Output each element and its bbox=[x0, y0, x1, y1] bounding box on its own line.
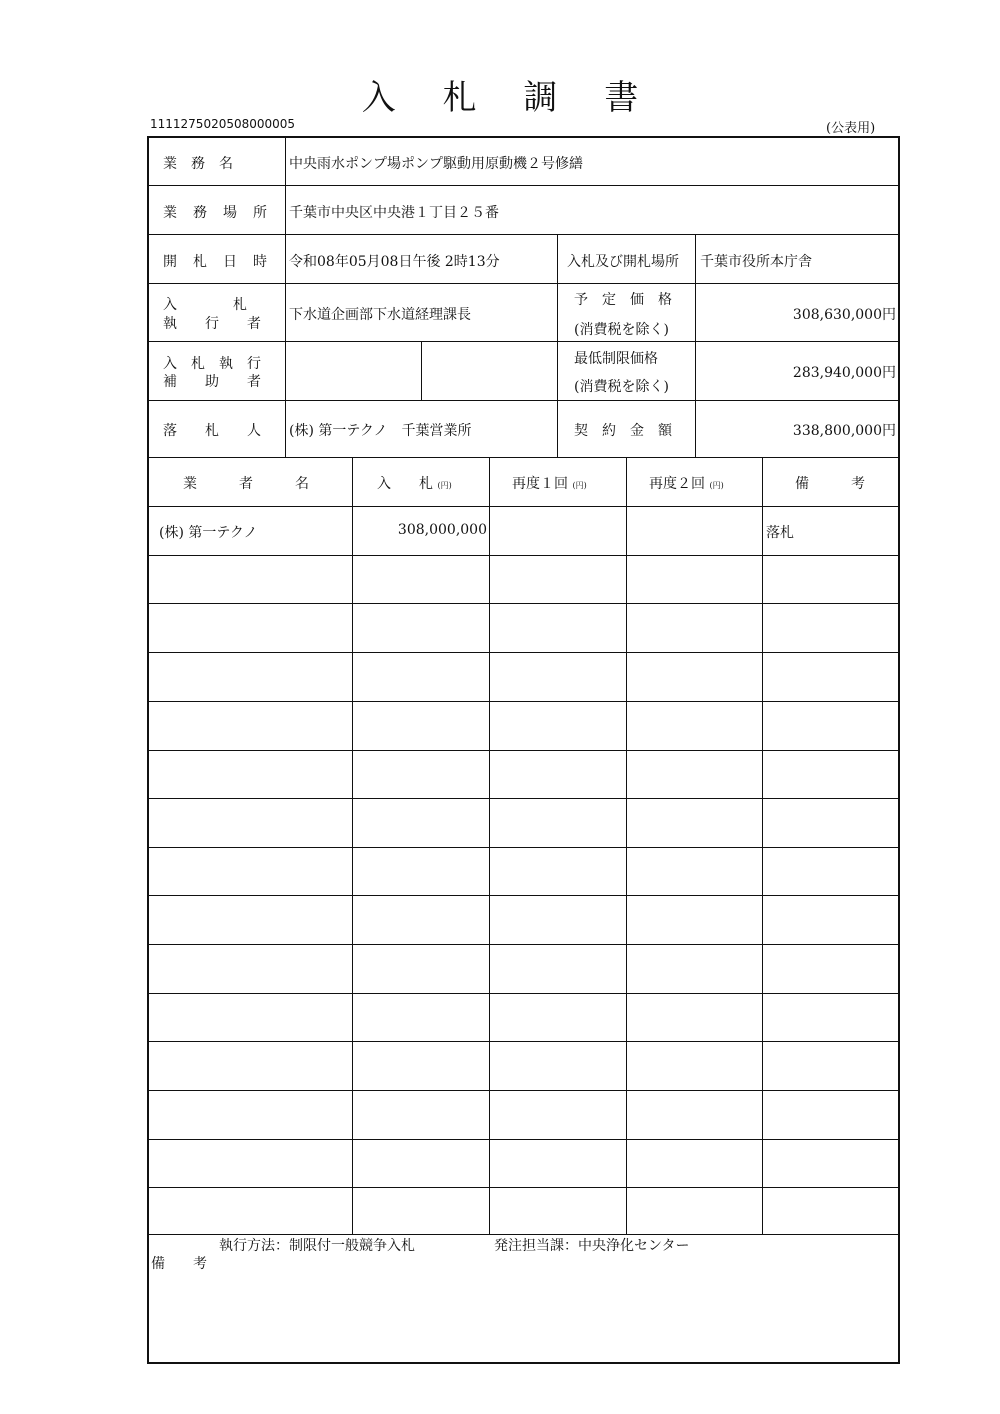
cell-bid: 308,000,000 bbox=[397, 522, 487, 538]
basho-value: 千葉市役所本庁舎 bbox=[700, 254, 812, 270]
document-number: 1111275020508000005 bbox=[150, 117, 296, 131]
footer-remarks-label: 備 考 bbox=[151, 1256, 207, 1272]
shikkosha-value: 下水道企画部下水道経理課長 bbox=[289, 307, 471, 323]
rakusatsu-label: 落 札 人 bbox=[163, 423, 261, 439]
shikkosha-label-line2: 執 行 者 bbox=[163, 316, 261, 332]
title-char: 調 bbox=[523, 78, 558, 118]
header-company: 業 者 名 bbox=[183, 476, 309, 492]
gyomu-basho-value: 千葉市中央区中央港１丁目２５番 bbox=[289, 205, 499, 221]
gyomu-mei-value: 中央雨水ポンプ場ポンプ駆動用原動機２号修繕 bbox=[289, 156, 583, 172]
yotei-label-line1: 予 定 価 格 bbox=[574, 292, 672, 308]
hojo-label-line2: 補 助 者 bbox=[163, 374, 261, 390]
saitei-label-line1: 最低制限価格 bbox=[574, 351, 658, 367]
title-char: 書 bbox=[604, 78, 639, 118]
keiyaku-value: 338,800,000円 bbox=[792, 423, 896, 439]
yotei-label-line2: (消費税を除く) bbox=[574, 322, 669, 338]
header-rebid2-unit: (円) bbox=[709, 481, 724, 490]
saitei-value: 283,940,000円 bbox=[792, 365, 896, 381]
keiyaku-label: 契 約 金 額 bbox=[574, 423, 672, 439]
header-rebid1-unit: (円) bbox=[572, 481, 587, 490]
header-bid: 入 札 (円) bbox=[377, 476, 452, 492]
execution-method: 執行方法：制限付一般競争入札 bbox=[219, 1238, 415, 1254]
page-title bbox=[0, 70, 1000, 119]
gyomu-basho-label: 業 務 場 所 bbox=[163, 205, 268, 221]
header-rebid2: 再度２回 (円) bbox=[649, 476, 724, 492]
basho-label: 入札及び開札場所 bbox=[567, 254, 679, 270]
cell-remarks: 落札 bbox=[766, 525, 794, 541]
gyomu-mei-label: 業 務 名 bbox=[163, 156, 233, 172]
header-bid-unit: (円) bbox=[437, 481, 452, 490]
title-char: 札 bbox=[442, 78, 477, 118]
bid-record-frame bbox=[147, 136, 900, 1364]
saitei-label-line2: (消費税を除く) bbox=[574, 379, 669, 395]
public-label: (公表用) bbox=[826, 121, 876, 136]
rakusatsu-value: (株) 第一テクノ 千葉営業所 bbox=[289, 423, 472, 439]
shikkosha-label-line1: 入 札 bbox=[163, 297, 247, 313]
cell-company: (株) 第一テクノ bbox=[159, 525, 258, 541]
hojo-label-line1: 入 札 執 行 bbox=[163, 356, 261, 372]
yotei-value: 308,630,000円 bbox=[792, 307, 896, 323]
kaisatsu-label: 開 札 日 時 bbox=[163, 254, 268, 270]
kaisatsu-value: 令和08年05月08日午後 2時13分 bbox=[289, 254, 500, 270]
title-char: 入 bbox=[361, 78, 396, 118]
ordering-department: 発注担当課：中央浄化センター bbox=[494, 1238, 690, 1254]
header-remarks: 備 考 bbox=[795, 476, 865, 492]
header-rebid1: 再度１回 (円) bbox=[512, 476, 587, 492]
